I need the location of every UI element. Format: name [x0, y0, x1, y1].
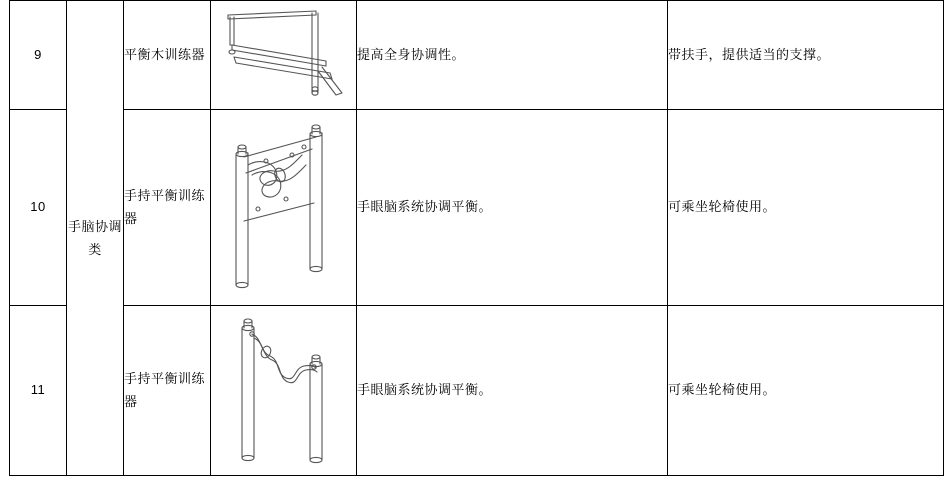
- remark-text: 可乘坐轮椅使用。: [668, 199, 777, 215]
- equipment-name: 平衡木训练器: [124, 46, 206, 62]
- remark-cell: [668, 1, 944, 110]
- function-text: 手眼脑系统协调平衡。: [357, 199, 493, 215]
- remark-cell: [668, 110, 944, 306]
- equipment-name-cell: [124, 306, 211, 476]
- row-number-cell: [10, 1, 67, 110]
- table-row: [10, 110, 944, 306]
- equipment-table: [9, 0, 944, 476]
- remark-text: 带扶手，提供适当的支撑。: [668, 46, 831, 62]
- table-row: [10, 306, 944, 476]
- function-cell: [357, 110, 668, 306]
- function-cell: [357, 1, 668, 110]
- balance-beam-icon: [211, 5, 356, 105]
- row-number-cell: [10, 306, 67, 476]
- hand-balance-trainer-wave-icon: [211, 308, 356, 473]
- equipment-name-cell: [124, 110, 211, 306]
- table-row: [10, 1, 944, 110]
- row-number: 9: [34, 46, 42, 62]
- equipment-image-cell: [211, 306, 357, 476]
- function-cell: [357, 306, 668, 476]
- row-number-cell: [10, 110, 67, 306]
- equipment-image-cell: [211, 110, 357, 306]
- remark-cell: [668, 306, 944, 476]
- category-label: 手脑协调类: [67, 218, 122, 257]
- row-number: 10: [30, 199, 46, 215]
- equipment-name: 手持平衡训练器: [124, 371, 206, 409]
- category-cell: [67, 1, 124, 476]
- equipment-name-cell: [124, 1, 211, 110]
- remark-text: 可乘坐轮椅使用。: [668, 382, 777, 398]
- row-number: 11: [30, 382, 46, 398]
- function-text: 手眼脑系统协调平衡。: [357, 382, 493, 398]
- equipment-image-cell: [211, 1, 357, 110]
- equipment-name: 手持平衡训练器: [124, 188, 206, 226]
- function-text: 提高全身协调性。: [357, 46, 466, 62]
- hand-balance-trainer-loop-icon: [211, 113, 356, 303]
